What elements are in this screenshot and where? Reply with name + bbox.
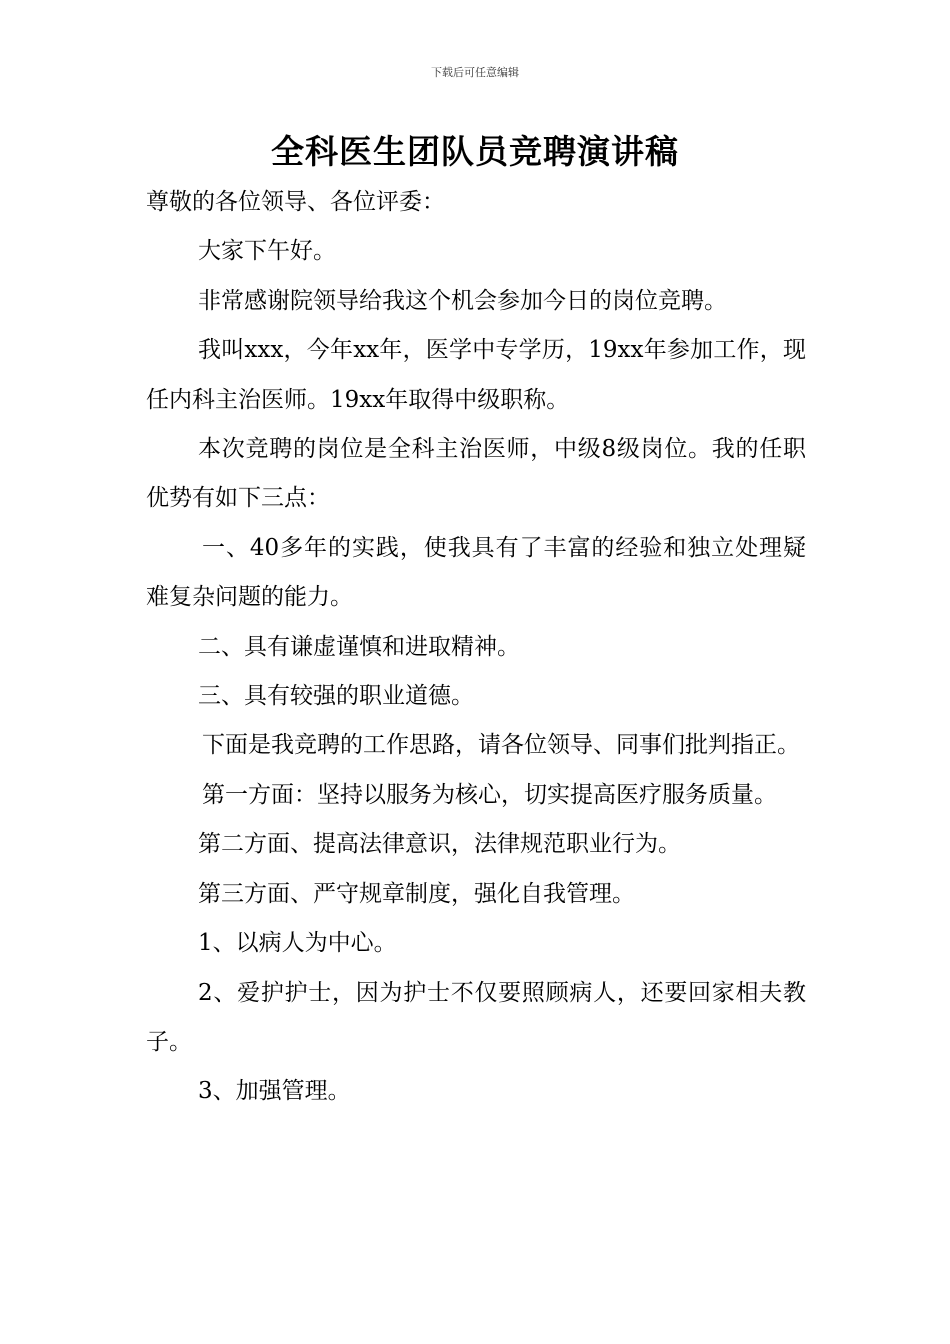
paragraph-aspect-2: 第二方面、提高法律意识，法律规范职业行为。 <box>198 831 681 858</box>
paragraph-advantage-2: 二、具有谦虚谨慎和进取精神。 <box>198 633 520 660</box>
document-body <box>146 178 806 1117</box>
paragraph-thanks: 非常感谢院领导给我这个机会参加今日的岗位竞聘。 <box>198 287 727 314</box>
document-title: 全科医生团队员竞聘演讲稿 <box>271 132 679 171</box>
paragraph-aspect-1: 第一方面：坚持以服务为核心，切实提高医疗服务质量。 <box>202 781 777 808</box>
paragraph-advantage-1: 一、40多年的实践，使我具有了丰富的经验和独立处理疑难复杂问题的能力。 <box>146 534 806 611</box>
paragraph-position: 本次竞聘的岗位是全科主治医师，中级8级岗位。我的任职优势有如下三点： <box>146 436 806 512</box>
salutation: 尊敬的各位领导、各位评委： <box>146 189 445 215</box>
paragraph-work-ideas: 下面是我竞聘的工作思路，请各位领导、同事们批判指正。 <box>202 732 800 759</box>
header-note: 下载后可任意编辑 <box>431 66 519 79</box>
paragraph-introduction: 我叫xxx，今年xx年，医学中专学历，19xx年参加工作，现任内科主治医师。19xx年取得中级职称。 <box>146 337 806 413</box>
paragraph-aspect-3: 第三方面、严守规章制度，强化自我管理。 <box>198 880 635 907</box>
paragraph-greeting: 大家下午好。 <box>198 238 336 265</box>
list-item-1: 1、以病人为中心。 <box>198 930 397 957</box>
list-item-3: 3、加强管理。 <box>198 1078 351 1105</box>
paragraph-advantage-3: 三、具有较强的职业道德。 <box>198 683 474 710</box>
list-item-2: 2、爱护护士，因为护士不仅要照顾病人，还要回家相夫教子。 <box>146 979 806 1055</box>
